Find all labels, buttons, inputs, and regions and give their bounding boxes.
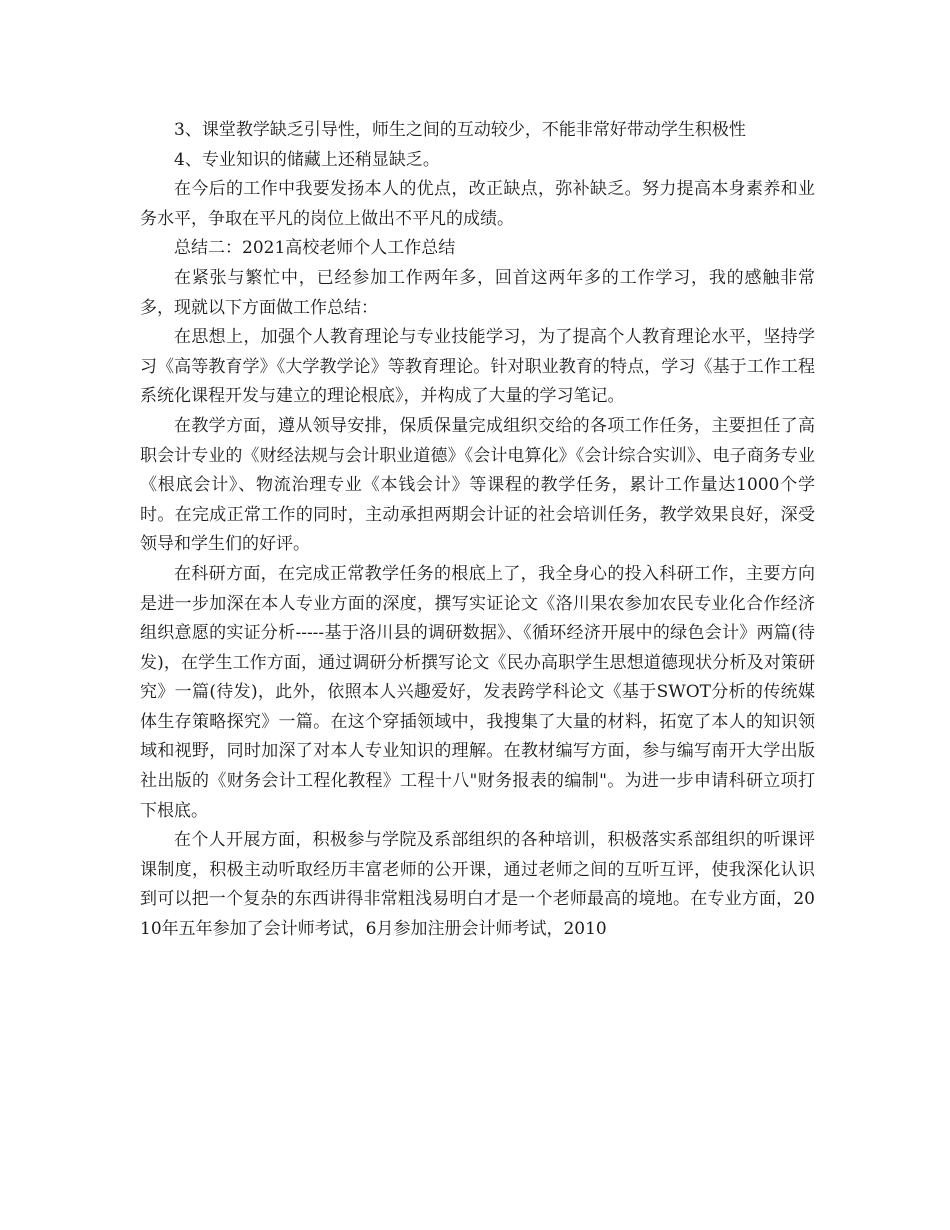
paragraph-future-plan: 在今后的工作中我要发扬本人的优点，改正缺点，弥补缺乏。努力提高本身素养和业务水平，争取在平凡的岗位上做出不平凡的成绩。 [140, 179, 815, 229]
paragraph-research: 在科研方面，在完成正常教学任务的根底上了，我全身心的投入科研工作，主要方向是进一步加深在本人专业方面的深度，撰写实证论文《洛川果农参加农民专业化合作经济组织意愿的实证分析-----基于洛川县的调研数据》、《循环经济开展中的绿色会计》两篇(待发)，在学生工作方面，通过调研分析撰写论文《民办高职学生思想道德现状分析及对策研究》一篇(待发)，此外，依照本人兴趣爱好，发表跨学科论文《基于SWOT分析的传统媒体生存策略探究》一篇。在这个穿插领域中，我搜集了大量的材料，拓宽了本人的知识领域和视野，同时加深了对本人专业知识的理解。在教材编写方面，参与编写南开大学出版社出版的《财务会计工程化教程》工程十八"财务报表的编制"。为进一步申请科研立项打下根底。 [140, 563, 815, 821]
paragraph-teaching: 在教学方面，遵从领导安排，保质保量完成组织交给的各项工作任务，主要担任了高职会计专业的《财经法规与会计职业道德》《会计电算化》《会计综合实训》、电子商务专业《根底会计》、物流治理专业《本钱会计》等课程的教学任务，累计工作量达1000个学时。在完成正常工作的同时，主动承担两期会计证的社会培训任务，教学效果良好，深受领导和学生们的好评。 [140, 415, 815, 555]
section-heading-summary-two: 总结二：2021高校老师个人工作总结 [174, 238, 456, 259]
paragraph-weakness-4: 4、专业知识的储藏上还稍显缺乏。 [174, 149, 440, 170]
document-body [140, 116, 815, 945]
paragraph-thought: 在思想上，加强个人教育理论与专业技能学习，为了提高个人教育理论水平，坚持学习《高等教育学》《大学教学论》等教育理论。针对职业教育的特点，学习《基于工作工程系统化课程开发与建立的理论根底》，并构成了大量的学习笔记。 [140, 327, 815, 407]
paragraph-intro: 在紧张与繁忙中，已经参加工作两年多，回首这两年多的工作学习，我的感触非常多，现就以下方面做工作总结： [140, 267, 815, 318]
paragraph-weakness-3: 3、课堂教学缺乏引导性，师生之间的互动较少，不能非常好带动学生积极性 [174, 120, 746, 140]
paragraph-personal-development: 在个人开展方面，积极参与学院及系部组织的各种培训，积极落实系部组织的听课评课制度，积极主动听取经历丰富老师的公开课，通过老师之间的互听互评，使我深化认识到可以把一个复杂的东西讲得非常粗浅易明白才是一个老师最高的境地。在专业方面，2010年五年参加了会计师考试，6月参加注册会计师考试，2010 [140, 830, 815, 940]
